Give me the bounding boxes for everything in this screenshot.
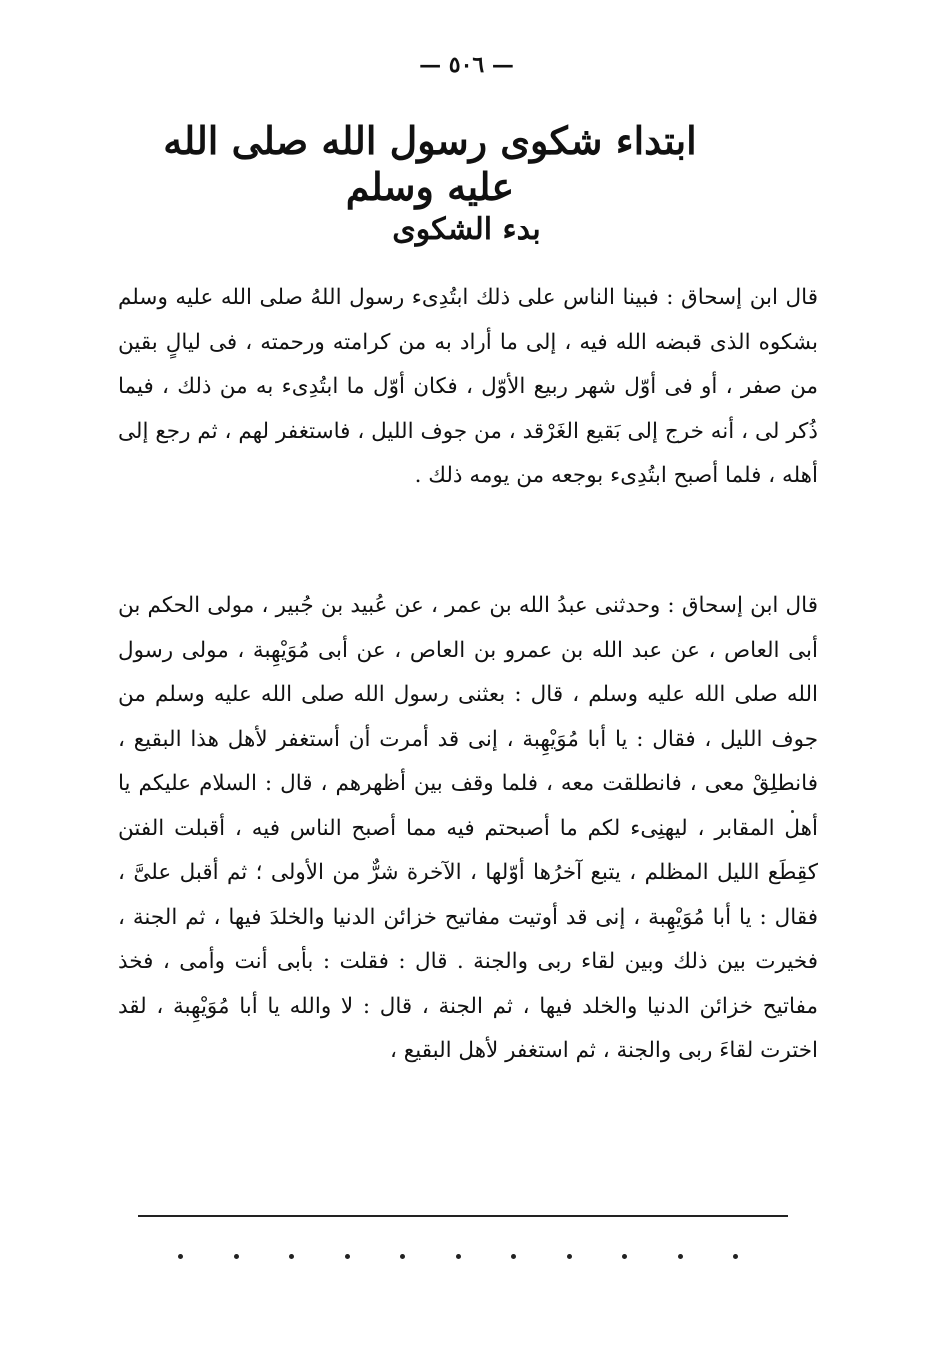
- margin-ink-mark: [791, 810, 794, 813]
- paragraph-2: قال ابن إسحاق : وحدثنى عبدُ الله بن عمر ، عن عُبيد بن جُبير ، مولى الحكم بن أبى العاص ، عن عبد الله بن عمرو بن العاص ، عن أبى مُوَيْهِبة ، مولى رسول الله صلى الله عليه وسلم ، قال : بعثنى رسول الله صلى الله عليه وسلم من جوف الليل ، فقال : يا أبا مُوَيْهِبة ، إنى قد أمرت أن أستغفر لأهل هذا البقيع ، فانطلِقْ معى ، فانطلقت معه ، فلما وقف بين أظهرهم ، قال : السلام عليكم يا أهل المقابر ، ليهنِىء لكم ما أصبحتم فيه مما أصبح الناس فيه ، أقبلت الفتن كقِطَع الليل المظلم ، يتبع آخرُها أوّلها ، الآخرة شرٌّ من الأولى ؛ ثم أقبل علىَّ ، فقال : يا أبا مُوَيْهِبة ، إنى قد أوتيت مفاتيح خزائن الدنيا والخلدَ فيها ، ثم الجنة ، فخيرت بين ذلك وبين لقاء ربى والجنة . قال : فقلت : بأبى أنت وأمى ، فخذ مفاتيح خزائن الدنيا والخلد فيها ، ثم الجنة ، قال : لا والله يا أبا مُوَيْهِبة ، لقد اخترت لقاءَ ربى والجنة ، ثم استغفر لأهل البقيع ،: [118, 593, 818, 1063]
- dot-mark: [234, 1254, 239, 1259]
- dot-mark: [567, 1254, 572, 1259]
- dot-mark: [345, 1254, 350, 1259]
- dot-mark: [622, 1254, 627, 1259]
- footnote-dot-leader: [178, 1246, 738, 1266]
- section-subtitle: بدء الشكوى: [392, 212, 541, 247]
- dot-mark: [456, 1254, 461, 1259]
- dot-mark: [289, 1254, 294, 1259]
- chapter-title: ابتداء شكوى رسول الله صلى الله عليه وسلم: [163, 118, 697, 209]
- dot-mark: [400, 1254, 405, 1259]
- dot-mark: [511, 1254, 516, 1259]
- footnote-rule: [138, 1215, 788, 1217]
- dot-mark: [733, 1254, 738, 1259]
- page-number: — ٥٠٦ —: [419, 52, 514, 78]
- dot-mark: [678, 1254, 683, 1259]
- paragraph-1: قال ابن إسحاق : فبينا الناس على ذلك ابتُدِىء رسول اللهُ صلى الله عليه وسلم بشكوه الذى قبضه الله فيه ، إلى ما أراد به من كرامته ورحمته ، فى ليالٍ بقين من صفر ، أو فى أوّل شهر ربيع الأوّل ، فكان أوّل ما ابتُدِىء به من ذلك ، فيما ذُكر لى ، أنه خرج إلى بَقيع الغَرْقد ، من جوف الليل ، فاستغفر لهم ، ثم رجع إلى أهله ، فلما أصبح ابتُدِىء بوجعه من يومه ذلك .: [118, 285, 818, 488]
- dot-mark: [178, 1254, 183, 1259]
